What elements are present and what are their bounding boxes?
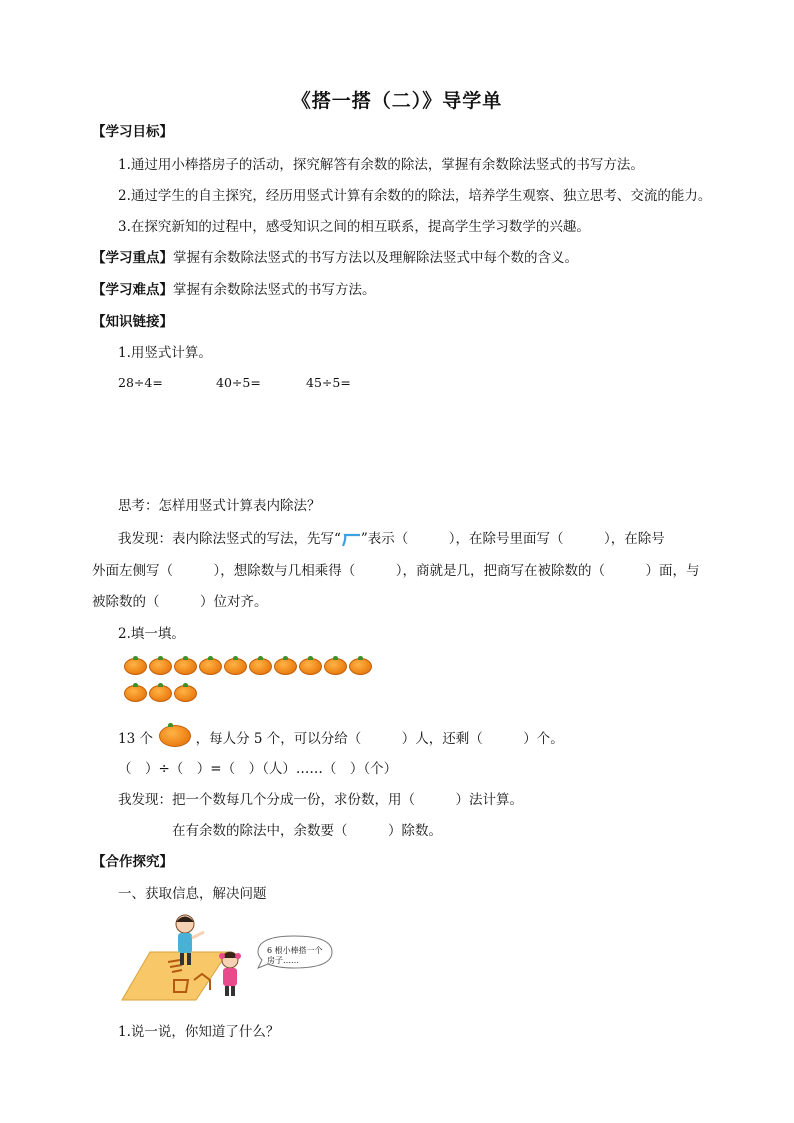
- finding-1-text-b: ”表示（ ），在除号里面写（ ），在除号: [360, 531, 665, 547]
- orange-icon: [199, 658, 222, 675]
- keypoint-row: [92, 249, 578, 267]
- explore-heading: 【合作探究】: [92, 854, 173, 870]
- difficulty-row: [92, 281, 376, 299]
- difficulty-text: 掌握有余数除法竖式的书写方法。: [173, 282, 376, 298]
- difficulty-heading: 【学习难点】: [92, 282, 173, 298]
- finding-1-line-3: 被除数的（ ）位对齐。: [92, 594, 268, 610]
- orange-icon: [274, 658, 297, 675]
- objective-item: 2.通过学生的自主探究，经历用竖式计算有余数的的除法，培养学生观察、独立思考、交流的能力。: [118, 188, 712, 204]
- keypoint-text: 掌握有余数除法竖式的书写方法以及理解除法竖式中每个数的含义。: [173, 250, 578, 266]
- finding-1-line-2: 外面左侧写（ ），想除数与几相乘得（ ），商就是几，把商写在被除数的（ ）面，与: [92, 563, 700, 579]
- finding-1-text-a: 我发现：表内除法竖式的写法，先写“: [118, 531, 341, 547]
- finding-1-line-1: [118, 530, 665, 548]
- think-prompt: 思考：怎样用竖式计算表内除法？: [118, 498, 321, 514]
- orange-icon: [124, 685, 147, 702]
- links-heading: 【知识链接】: [92, 314, 173, 330]
- keypoint-heading: 【学习重点】: [92, 250, 173, 266]
- orange-icon: [149, 685, 172, 702]
- fill-in-row: [118, 730, 564, 749]
- oranges-group: [124, 656, 354, 706]
- orange-icon: [124, 658, 147, 675]
- speech-bubble-text: 6 根小棒搭一个房子……: [267, 946, 323, 965]
- orange-icon: [149, 658, 172, 675]
- orange-icon: [174, 658, 197, 675]
- explore-subheading: 一、获取信息，解决问题: [118, 886, 267, 902]
- division-equation: （ ）÷（ ）=（ ）（人）……（ ）（个）: [118, 761, 398, 777]
- page-title: 《搭一搭（二）》导学单: [291, 90, 503, 112]
- division-expression: 40÷5=: [216, 375, 261, 390]
- finding-2: 我发现：把一个数每几个分成一份，求份数，用（ ）法计算。: [118, 792, 523, 808]
- links-question-2: 2.填一填。: [118, 626, 185, 642]
- orange-icon: [349, 658, 372, 675]
- objectives-heading: 【学习目标】: [92, 124, 173, 140]
- finding-3: 在有余数的除法中，余数要（ ）除数。: [172, 823, 442, 839]
- fill-in-text-b: ，每人分 5 个，可以分给（ ）人，还剩（ ）个。: [195, 731, 564, 747]
- objective-item: 1.通过用小棒搭房子的活动，探究解答有余数的除法，掌握有余数除法竖式的书写方法。: [118, 157, 644, 173]
- long-division-bracket-icon: [341, 533, 361, 547]
- orange-icon: [157, 731, 191, 749]
- objective-item: 3.在探究新知的过程中，感受知识之间的相互联系，提高学生学习数学的兴趣。: [118, 219, 590, 235]
- orange-icon: [174, 685, 197, 702]
- orange-icon: [324, 658, 347, 675]
- division-expression: 28÷4=: [118, 375, 163, 390]
- orange-icon: [224, 658, 247, 675]
- fill-in-text-a: 13 个: [118, 731, 153, 747]
- links-question-1: 1.用竖式计算。: [118, 345, 212, 361]
- orange-icon: [249, 658, 272, 675]
- explore-question-1: 1.说一说，你知道了什么？: [118, 1024, 280, 1040]
- division-expression: 45÷5=: [306, 375, 351, 390]
- orange-icon: [299, 658, 322, 675]
